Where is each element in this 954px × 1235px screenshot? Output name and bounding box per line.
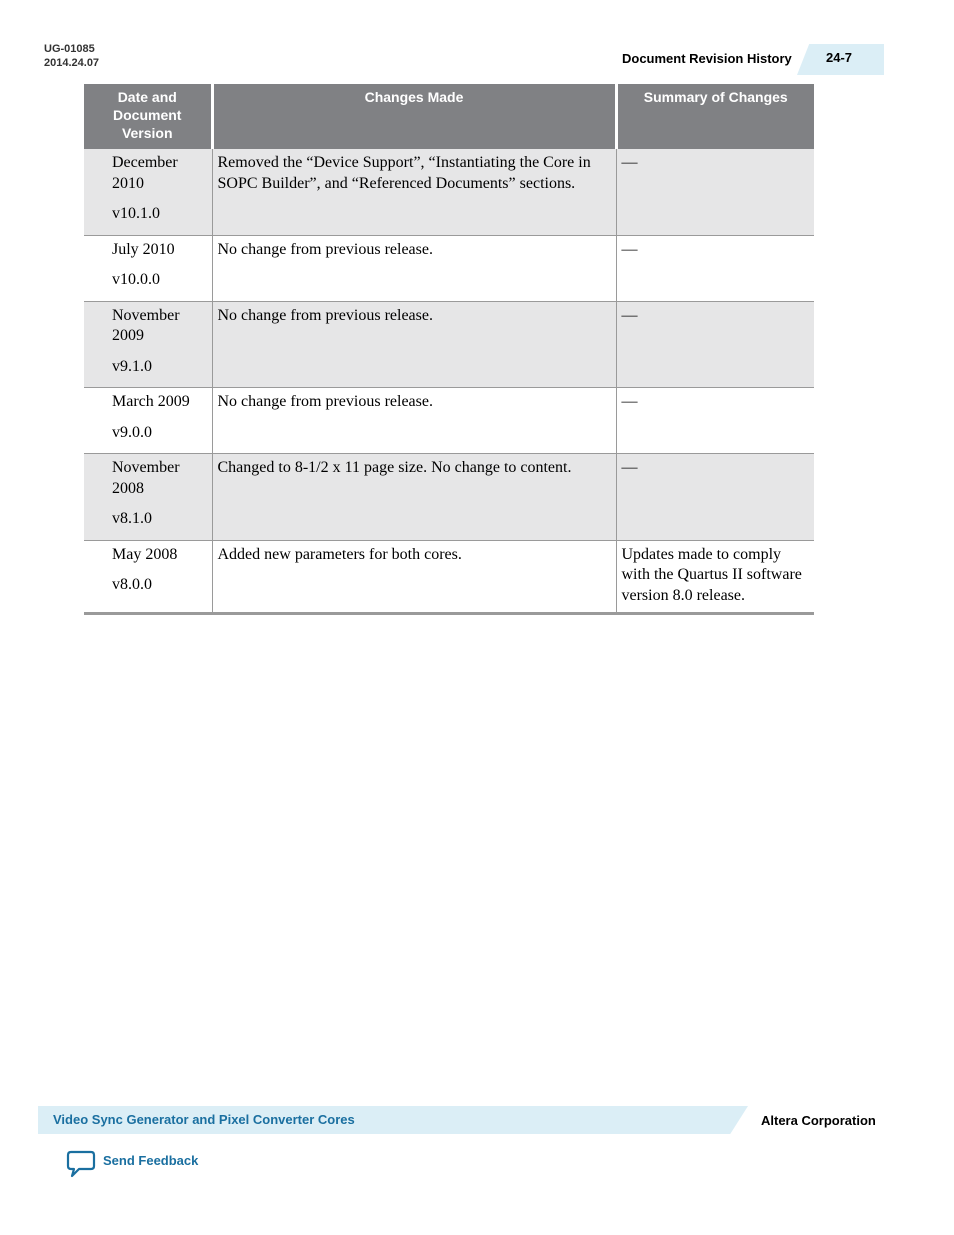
summary-cell: — xyxy=(616,388,814,454)
column-header-changes: Changes Made xyxy=(212,84,616,149)
footer-document-title: Video Sync Generator and Pixel Converter Cores xyxy=(53,1112,355,1127)
date-version-cell xyxy=(84,388,212,454)
revision-date: May 2008 xyxy=(112,545,178,563)
table-header-row xyxy=(84,84,814,149)
changes-cell: Removed the “Device Support”, “Instantiating the Core in SOPC Builder”, and “Referenced Documents” sections. xyxy=(212,149,616,235)
date-version-cell xyxy=(84,301,212,388)
table-row xyxy=(84,235,814,301)
section-title: Document Revision History xyxy=(622,51,792,66)
changes-cell: No change from previous release. xyxy=(212,388,616,454)
revision-version: v9.0.0 xyxy=(112,423,152,441)
date-version-cell xyxy=(84,454,212,541)
table-row xyxy=(84,149,814,235)
document-id-block xyxy=(44,42,99,70)
page-number: 24-7 xyxy=(826,50,853,65)
date-version-cell xyxy=(84,149,212,235)
speech-bubble-icon[interactable] xyxy=(66,1150,96,1178)
revision-version: v8.0.0 xyxy=(112,576,152,593)
date-version-cell xyxy=(84,235,212,301)
revision-version: v10.0.0 xyxy=(112,271,160,288)
changes-cell: Changed to 8-1/2 x 11 page size. No change to content. xyxy=(212,454,616,541)
summary-cell: Updates made to comply with the Quartus II software version 8.0 release. xyxy=(616,540,814,614)
revision-date: March 2009 xyxy=(112,393,190,410)
table-row xyxy=(84,540,814,614)
changes-cell: No change from previous release. xyxy=(212,235,616,301)
revision-history-table xyxy=(84,84,814,615)
table-row xyxy=(84,454,814,541)
summary-cell: — xyxy=(616,149,814,235)
column-header-summary: Summary of Changes xyxy=(616,84,814,149)
footer-company-name: Altera Corporation xyxy=(761,1113,876,1128)
document-date: 2014.24.07 xyxy=(44,57,100,69)
table-row xyxy=(84,388,814,454)
revision-version: v8.1.0 xyxy=(112,510,152,527)
date-version-cell xyxy=(84,540,212,614)
revision-date: July 2010 xyxy=(112,240,175,258)
revision-date: December 2010 xyxy=(112,154,178,192)
column-header-date-version: Date and Document Version xyxy=(84,84,212,149)
revision-version: v9.1.0 xyxy=(112,357,152,375)
summary-cell: — xyxy=(616,235,814,301)
revision-version: v10.1.0 xyxy=(112,205,160,222)
summary-cell: — xyxy=(616,301,814,388)
table-row xyxy=(84,301,814,388)
send-feedback-link[interactable]: Send Feedback xyxy=(103,1153,199,1168)
summary-cell: — xyxy=(616,454,814,541)
revision-date: November 2009 xyxy=(112,306,180,344)
changes-cell: Added new parameters for both cores. xyxy=(212,540,616,614)
changes-cell: No change from previous release. xyxy=(212,301,616,388)
revision-date: November 2008 xyxy=(112,459,180,497)
document-number: UG-01085 xyxy=(44,43,95,55)
